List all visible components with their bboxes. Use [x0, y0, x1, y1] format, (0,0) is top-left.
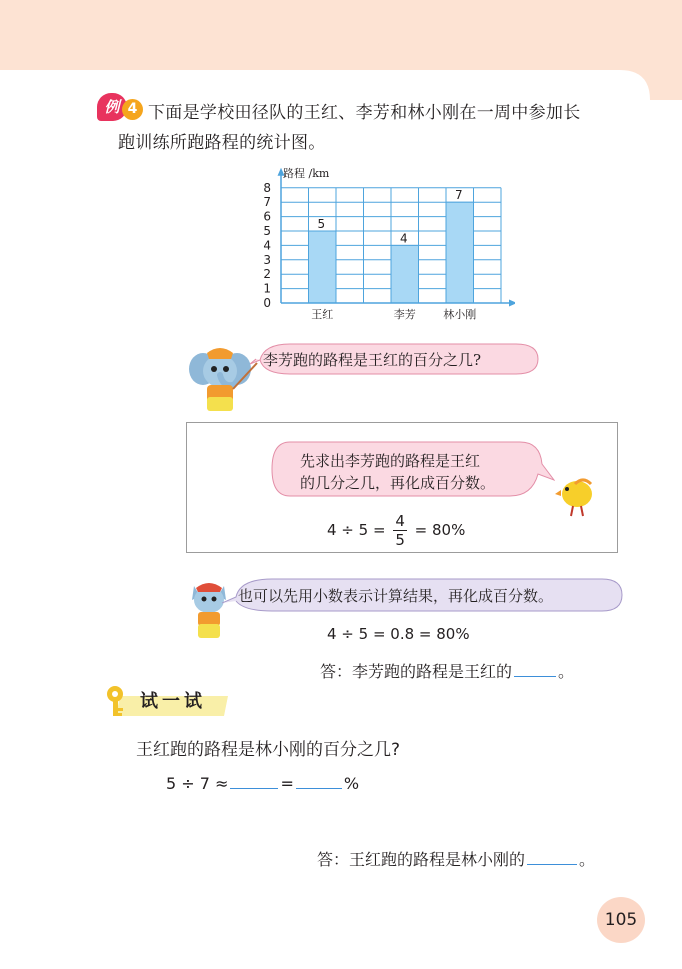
- answer-1-blank[interactable]: [514, 662, 556, 677]
- elephant-icon: [185, 345, 260, 415]
- formula-fraction-rhs: = 80%: [414, 521, 466, 539]
- example-label: 例: [97, 93, 127, 121]
- distance-bar-chart: [245, 160, 515, 325]
- answer-1: [320, 659, 574, 682]
- y-tick-label: 2: [263, 267, 271, 282]
- fraction-denominator: 5: [395, 531, 405, 549]
- answer-2-end: 。: [579, 850, 596, 869]
- y-tick-label: 4: [263, 238, 271, 253]
- example-intro: [118, 98, 638, 158]
- bar-1: [309, 231, 337, 303]
- try-it-blank-fraction[interactable]: [230, 774, 278, 789]
- answer-1-end: 。: [558, 662, 575, 681]
- bar-2: [391, 245, 419, 303]
- bar-data-label-3: 7: [455, 188, 463, 203]
- try-it-formula-lhs: 5 ÷ 7 ≈: [166, 774, 229, 793]
- answer-2-text: 答：王红跑的路程是林小刚的: [317, 850, 526, 869]
- page-number: 105: [597, 897, 645, 943]
- answer-2-blank[interactable]: [527, 850, 577, 865]
- elephant-question: 李芳跑的路程是王红的百分之几?: [263, 351, 482, 369]
- bird-icon: [553, 472, 599, 518]
- bird-hint-line-2: 的几分之几，再化成百分数。: [300, 474, 496, 492]
- y-tick-label: 7: [263, 195, 271, 210]
- formula-decimal: 4 ÷ 5 = 0.8 = 80%: [327, 625, 470, 643]
- top-band: [0, 0, 682, 100]
- try-it-header: [100, 684, 240, 720]
- y-tick-label: 6: [263, 209, 271, 224]
- x-tick-label-1: 王红: [311, 308, 334, 321]
- intro-line-1: 下面是学校田径队的王红、李芳和林小刚在一周中参加长: [148, 103, 581, 123]
- bird-hint-line-1: 先求出李芳跑的路程是王红: [300, 452, 481, 470]
- bar-data-label-1: 5: [317, 217, 326, 231]
- bird-hint: [300, 450, 495, 494]
- y-tick-label: 5: [263, 224, 271, 238]
- x-tick-label-3: 林小刚: [443, 308, 477, 321]
- y-tick-label: 3: [263, 252, 271, 267]
- key-icon: [102, 684, 132, 720]
- example-number: 4: [122, 99, 143, 120]
- try-it-formula-pct: %: [343, 774, 360, 793]
- y-axis-label: 路程 /km: [283, 167, 330, 180]
- x-axis-arrow: [509, 300, 515, 307]
- cat-hint: 也可以先用小数表示计算结果，再化成百分数。: [238, 587, 554, 605]
- answer-1-text: 答：李芳跑的路程是王红的: [320, 662, 513, 681]
- formula-fraction-lhs: 4 ÷ 5 =: [327, 521, 386, 539]
- example-badge: [97, 93, 147, 123]
- try-it-title: 试一试: [140, 691, 206, 712]
- formula-fraction: [327, 512, 465, 549]
- try-it-formula-eq: =: [280, 774, 294, 793]
- answer-2: [317, 847, 595, 870]
- try-it-blank-percent[interactable]: [296, 774, 342, 789]
- try-it-question: 王红跑的路程是林小刚的百分之几?: [136, 740, 401, 760]
- try-it-formula: [166, 774, 359, 793]
- intro-line-2: 跑训练所跑路程的统计图。: [118, 133, 326, 153]
- y-tick-label: 1: [263, 281, 271, 296]
- fraction-four-fifths: [393, 512, 407, 549]
- chart-svg: [245, 160, 515, 325]
- y-tick-label: 0: [263, 296, 271, 310]
- y-tick-label: 8: [263, 180, 271, 195]
- x-tick-label-2: 李芳: [393, 308, 416, 321]
- bar-data-label-2: 4: [400, 231, 408, 246]
- fraction-numerator: 4: [395, 512, 405, 530]
- bar-3: [446, 202, 474, 303]
